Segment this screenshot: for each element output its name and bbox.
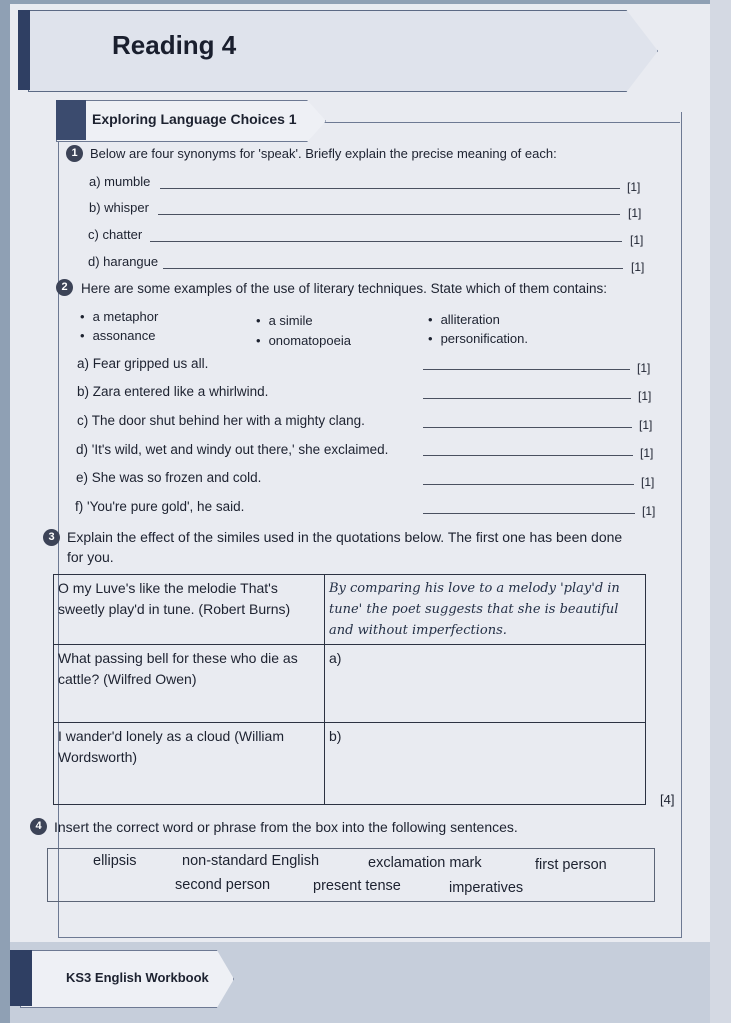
q1-answer-line-c[interactable]	[150, 241, 622, 242]
mark: [1]	[639, 418, 653, 432]
footer-banner-edge	[10, 950, 32, 1006]
q3-prompt-line2: for you.	[67, 549, 114, 565]
mark: [1]	[637, 361, 651, 375]
q2-item-label: a) Fear gripped us all.	[77, 356, 209, 371]
technique-item: • a metaphor	[80, 309, 158, 324]
table-row	[54, 723, 646, 805]
q1-item-label: b) whisper	[89, 200, 149, 215]
word-option: present tense	[313, 878, 401, 894]
word-option: non-standard English	[182, 853, 320, 869]
q1-answer-line-a[interactable]	[160, 188, 620, 189]
mark: [1]	[640, 446, 654, 460]
chapter-banner-edge	[18, 10, 30, 90]
q1-prompt: Below are four synonyms for 'speak'. Briefly explain the precise meaning of each:	[90, 146, 557, 161]
next-page-edge	[710, 0, 731, 1023]
q2-answer-line-b[interactable]	[423, 398, 631, 399]
word-option: ellipsis	[93, 853, 137, 869]
q2-answer-line-c[interactable]	[423, 427, 632, 428]
q2-answer-line-d[interactable]	[423, 455, 633, 456]
q2-item-label: d) 'It's wild, wet and windy out there,' she exclaimed.	[76, 442, 389, 457]
quote-cell: O my Luve's like the melodie That's sweetly play'd in tune. (Robert Burns)	[54, 575, 325, 645]
q2-item-label: e) She was so frozen and cold.	[76, 470, 262, 485]
technique-item: • alliteration	[428, 312, 500, 327]
mark: [1]	[630, 233, 644, 247]
question-number-3: 3	[43, 529, 60, 546]
q1-answer-line-b[interactable]	[158, 214, 620, 215]
table-row	[54, 575, 646, 645]
q2-answer-line-a[interactable]	[423, 369, 630, 370]
section-title: Exploring Language Choices 1	[92, 111, 297, 127]
mark: [1]	[627, 180, 641, 194]
question-number-4: 4	[30, 818, 47, 835]
section-frame-top	[322, 122, 680, 123]
q2-prompt: Here are some examples of the use of literary techniques. State which of them contains:	[81, 281, 608, 296]
word-option: exclamation mark	[368, 855, 482, 871]
q2-item-label: b) Zara entered like a whirlwind.	[77, 384, 269, 399]
simile-table	[53, 574, 646, 805]
mark: [1]	[628, 206, 642, 220]
q1-answer-line-d[interactable]	[163, 268, 623, 269]
footer-title: KS3 English Workbook	[66, 970, 209, 985]
answer-cell-a[interactable]: a)	[325, 645, 646, 723]
technique-item: • onomatopoeia	[256, 333, 351, 348]
answer-cell-example: By comparing his love to a melody 'play'd in tune' the poet suggests that she is beautiful and without imperfections.	[325, 575, 646, 645]
question-number-2: 2	[56, 279, 73, 296]
q2-item-label: c) The door shut behind her with a mighty clang.	[77, 413, 365, 428]
answer-cell-b[interactable]: b)	[325, 723, 646, 805]
technique-item: • personification.	[428, 331, 528, 346]
question-number-1: 1	[66, 145, 83, 162]
quote-cell: What passing bell for these who die as cattle? (Wilfred Owen)	[54, 645, 325, 723]
q2-answer-line-e[interactable]	[423, 484, 634, 485]
q3-mark: [4]	[660, 792, 675, 807]
mark: [1]	[642, 504, 656, 518]
quote-cell: I wander'd lonely as a cloud (William Wordsworth)	[54, 723, 325, 805]
word-option: first person	[535, 857, 607, 873]
q1-item-label: a) mumble	[89, 174, 151, 189]
technique-item: • assonance	[80, 328, 155, 343]
word-option: imperatives	[449, 880, 524, 896]
mark: [1]	[641, 475, 655, 489]
q2-item-label: f) 'You're pure gold', he said.	[75, 499, 245, 514]
word-option: second person	[175, 877, 271, 893]
q1-item-label: d) harangue	[88, 254, 159, 269]
technique-item: • a simile	[256, 313, 313, 328]
q2-answer-line-f[interactable]	[423, 513, 635, 514]
table-row	[54, 645, 646, 723]
mark: [1]	[631, 260, 645, 274]
q1-item-label: c) chatter	[88, 227, 143, 242]
chapter-title: Reading 4	[112, 30, 237, 60]
q3-prompt-line1: Explain the effect of the similes used in the quotations below. The first one has been done	[67, 529, 623, 545]
section-banner-edge	[56, 100, 86, 140]
q4-prompt: Insert the correct word or phrase from the box into the following sentences.	[54, 819, 518, 835]
section-frame	[58, 112, 682, 938]
mark: [1]	[638, 389, 652, 403]
